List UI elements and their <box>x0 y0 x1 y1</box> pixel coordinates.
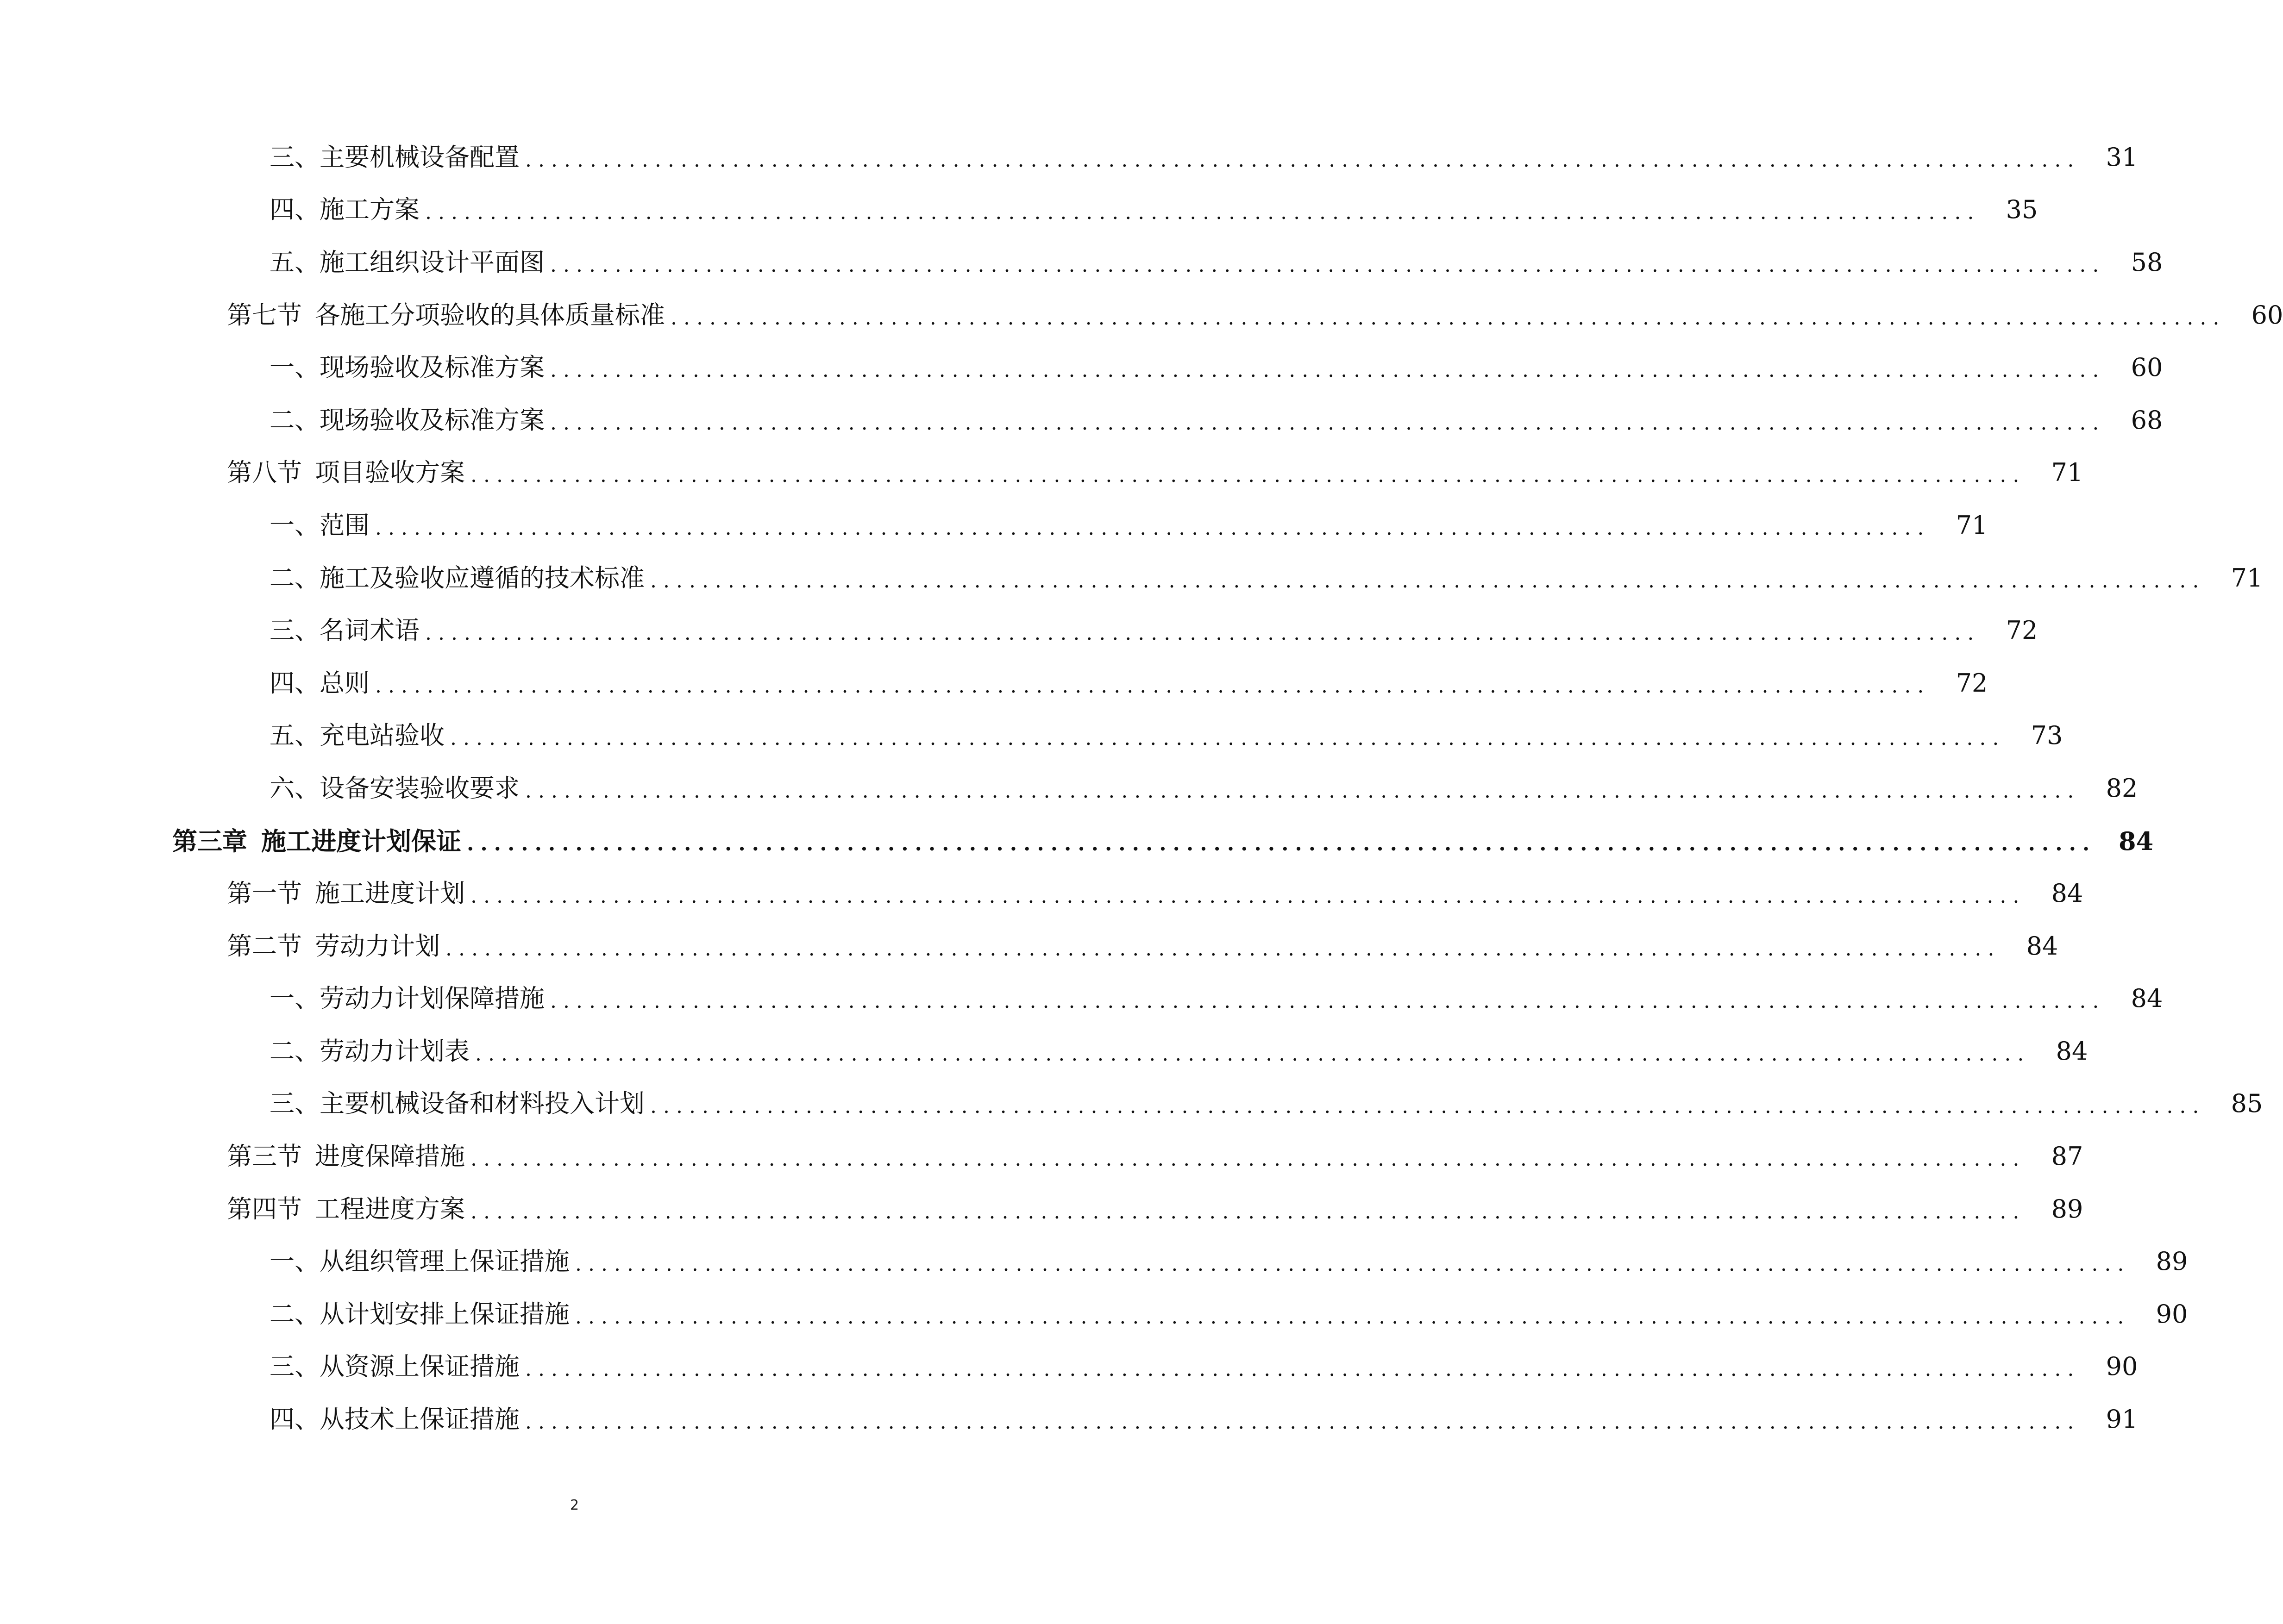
toc-entry-title: 施工组织设计平面图 <box>320 247 545 277</box>
dot-leader: ........................................................................................................................ <box>470 463 2026 487</box>
toc-entry[interactable] <box>0 1341 2138 1393</box>
toc-entry[interactable] <box>0 657 1988 710</box>
toc-entry-page: 87 <box>2051 1142 2083 1171</box>
toc-entry-title: 从计划安排上保证措施 <box>320 1299 570 1329</box>
toc-entry-title: 工程进度方案 <box>315 1194 465 1224</box>
toc-entry-page: 84 <box>2056 1036 2088 1066</box>
toc-entry-number: 第七节 <box>227 300 302 330</box>
dot-leader: ........................................................................................................................ <box>550 411 2106 435</box>
toc-entry[interactable] <box>0 1235 2188 1288</box>
toc-entry[interactable] <box>0 1078 2263 1131</box>
toc-entry-number: 第八节 <box>227 458 302 487</box>
toc-entry-page: 84 <box>2119 826 2154 856</box>
toc-entry-page: 90 <box>2156 1299 2188 1329</box>
toc-entry-page: 85 <box>2231 1089 2263 1118</box>
toc-entry-title: 从资源上保证措施 <box>320 1352 520 1381</box>
toc-entry[interactable] <box>0 289 2283 342</box>
page-number: 2 <box>570 1497 579 1513</box>
toc-entry[interactable] <box>0 447 2083 500</box>
toc-entry-title: 施工进度计划保证 <box>261 826 461 856</box>
dot-leader: ........................................................................................................................ <box>470 884 2026 908</box>
toc-entry-number: 三、 <box>270 1089 320 1118</box>
toc-entry-title: 总则 <box>320 668 370 698</box>
toc-entry-number: 二、 <box>270 1299 320 1329</box>
toc-entry[interactable] <box>0 973 2163 1025</box>
toc-entry-number: 五、 <box>270 247 320 277</box>
dot-leader: ........................................................................................................................ <box>575 1252 2131 1276</box>
toc-entry-title: 施工方案 <box>320 195 420 225</box>
dot-leader: ........................................................................................................................ <box>525 1410 2081 1434</box>
toc-entry-number: 一、 <box>270 510 320 540</box>
toc-entry-title: 从技术上保证措施 <box>320 1405 520 1434</box>
toc-entry[interactable] <box>0 1025 2088 1078</box>
dot-leader: ........................................................................................................................ <box>525 779 2081 803</box>
toc-entry-number: 第三节 <box>227 1142 302 1171</box>
toc-entry[interactable] <box>0 1393 2138 1446</box>
toc-entry-title: 主要机械设备和材料投入计划 <box>320 1089 645 1118</box>
toc-entry[interactable] <box>0 1130 2083 1183</box>
toc-entry-page: 89 <box>2156 1247 2188 1276</box>
toc-entry[interactable] <box>0 604 2038 657</box>
toc-entry-number: 二、 <box>270 405 320 435</box>
toc-entry-number: 二、 <box>270 563 320 593</box>
dot-leader: ........................................................................................................................ <box>375 516 1931 540</box>
toc-entry-title: 项目验收方案 <box>315 458 465 487</box>
toc-entry-title: 劳动力计划 <box>315 931 440 961</box>
dot-leader: ........................................................................................................................ <box>425 621 1981 645</box>
toc-entry-number: 第一节 <box>227 879 302 908</box>
toc-entry-title: 现场验收及标准方案 <box>320 405 545 435</box>
dot-leader: ........................................................................................................................ <box>525 1357 2081 1381</box>
dot-leader: ........................................................................................................................ <box>450 726 2006 750</box>
toc-entry[interactable] <box>0 867 2083 920</box>
toc-entry-page: 35 <box>2006 195 2038 225</box>
dot-leader: ........................................................................................................................ <box>525 148 2081 172</box>
table-of-contents <box>0 131 2283 1446</box>
toc-entry-title: 施工及验收应遵循的技术标准 <box>320 563 645 593</box>
dot-leader: ........................................................................................................................ <box>375 674 1931 698</box>
dot-leader: ........................................................................................................................ <box>671 306 2226 330</box>
toc-entry-page: 84 <box>2026 931 2058 961</box>
toc-entry-number: 第四节 <box>227 1194 302 1224</box>
toc-entry-title: 劳动力计划保障措施 <box>320 984 545 1013</box>
toc-entry-page: 91 <box>2106 1405 2138 1434</box>
toc-entry[interactable] <box>0 710 2063 762</box>
toc-entry[interactable] <box>0 920 2058 973</box>
toc-entry-page: 71 <box>2051 458 2083 487</box>
toc-entry-number: 四、 <box>270 1405 320 1434</box>
toc-entry-page: 71 <box>2231 563 2263 593</box>
toc-chapter-entry[interactable] <box>0 815 2154 868</box>
toc-entry-title: 各施工分项验收的具体质量标准 <box>315 300 665 330</box>
toc-entry-page: 72 <box>1956 668 1988 698</box>
toc-entry[interactable] <box>0 762 2138 815</box>
toc-entry-title: 劳动力计划表 <box>320 1036 470 1066</box>
toc-entry[interactable] <box>0 131 2138 184</box>
dot-leader: ........................................................................................................................ <box>425 200 1981 225</box>
toc-entry[interactable] <box>0 552 2263 605</box>
toc-entry[interactable] <box>0 1288 2188 1341</box>
toc-entry-title: 设备安装验收要求 <box>320 773 520 803</box>
dot-leader: ........................................................................................................................ <box>550 253 2106 277</box>
toc-entry-title: 从组织管理上保证措施 <box>320 1247 570 1276</box>
dot-leader: ........................................................................................................................ <box>467 831 2096 856</box>
dot-leader: ........................................................................................................................ <box>470 1147 2026 1171</box>
toc-entry-page: 60 <box>2131 353 2163 382</box>
toc-entry-number: 一、 <box>270 353 320 382</box>
dot-leader: ........................................................................................................................ <box>650 568 2206 593</box>
dot-leader: ........................................................................................................................ <box>650 1094 2206 1118</box>
toc-entry[interactable] <box>0 394 2163 447</box>
toc-entry-page: 84 <box>2051 879 2083 908</box>
toc-entry-number: 二、 <box>270 1036 320 1066</box>
dot-leader: ........................................................................................................................ <box>475 1042 2031 1066</box>
toc-entry-title: 现场验收及标准方案 <box>320 353 545 382</box>
toc-entry-page: 90 <box>2106 1352 2138 1381</box>
toc-entry-page: 82 <box>2106 773 2138 803</box>
toc-entry-number: 一、 <box>270 1247 320 1276</box>
toc-entry-number: 第三章 <box>172 826 247 856</box>
toc-entry-page: 84 <box>2131 984 2163 1013</box>
dot-leader: ........................................................................................................................ <box>550 989 2106 1013</box>
toc-entry-number: 六、 <box>270 773 320 803</box>
toc-entry-page: 31 <box>2106 142 2138 172</box>
toc-entry[interactable] <box>0 236 2163 289</box>
toc-entry-page: 71 <box>1956 510 1988 540</box>
toc-entry-page: 73 <box>2031 721 2063 750</box>
toc-entry-number: 第二节 <box>227 931 302 961</box>
toc-entry-number: 四、 <box>270 195 320 225</box>
toc-entry-number: 三、 <box>270 616 320 645</box>
toc-entry-title: 充电站验收 <box>320 721 445 750</box>
toc-entry-title: 进度保障措施 <box>315 1142 465 1171</box>
toc-entry[interactable] <box>0 341 2163 394</box>
toc-entry[interactable] <box>0 184 2038 237</box>
toc-entry-number: 一、 <box>270 984 320 1013</box>
toc-entry-number: 三、 <box>270 142 320 172</box>
dot-leader: ........................................................................................................................ <box>575 1305 2131 1329</box>
toc-entry-page: 89 <box>2051 1194 2083 1224</box>
toc-entry-number: 四、 <box>270 668 320 698</box>
toc-entry-title: 名词术语 <box>320 616 420 645</box>
toc-entry-number: 五、 <box>270 721 320 750</box>
toc-entry-number: 三、 <box>270 1352 320 1381</box>
toc-entry-page: 58 <box>2131 247 2163 277</box>
toc-entry[interactable] <box>0 499 1988 552</box>
toc-entry-title: 主要机械设备配置 <box>320 142 520 172</box>
toc-entry-title: 范围 <box>320 510 370 540</box>
toc-entry[interactable] <box>0 1183 2083 1236</box>
dot-leader: ........................................................................................................................ <box>550 358 2106 382</box>
toc-entry-page: 68 <box>2131 405 2163 435</box>
toc-entry-page: 60 <box>2251 300 2283 330</box>
dot-leader: ........................................................................................................................ <box>445 937 2001 961</box>
toc-entry-page: 72 <box>2006 616 2038 645</box>
toc-entry-title: 施工进度计划 <box>315 879 465 908</box>
dot-leader: ........................................................................................................................ <box>470 1199 2026 1224</box>
